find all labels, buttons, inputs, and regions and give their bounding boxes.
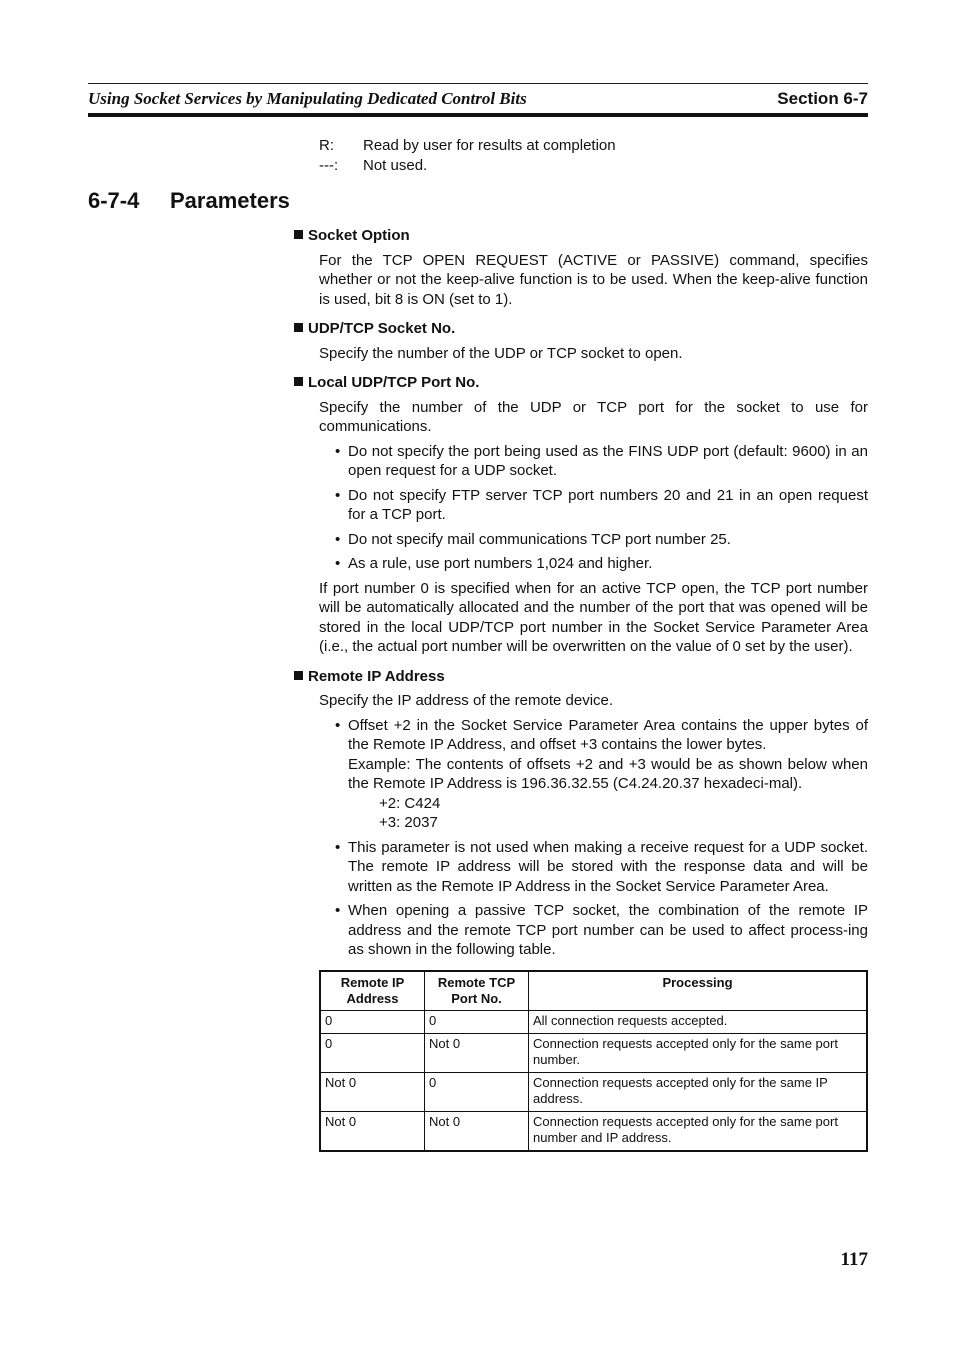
header-top-rule [88,83,868,84]
subheading-socket-no [294,319,868,339]
remote-ip-example: Example: The contents of offsets +2 and +3 would be as shown below when the Remote IP Address is 196.36.32.55 (C4.24.20.37 hexadeci-mal). [348,755,868,792]
table-row [320,1072,867,1111]
running-header-title: Using Socket Services by Manipulating Dedicated Control Bits [88,89,527,108]
list-item [319,716,868,833]
remote-ip-bullets [319,716,868,960]
table-cell: Connection requests accepted only for the same IP address. [529,1072,868,1111]
section-title: Parameters [170,188,290,213]
table-cell: All connection requests accepted. [529,1010,868,1033]
section-heading [88,188,290,214]
table-cell: Not 0 [425,1111,529,1151]
legend-text: Not used. [363,157,428,174]
list-item: • This parameter is not used when making a receive request for a UDP socket. The remote IP address will be stored with the response data and will be written as the Remote IP Address in the Socket Service Parameter Area. [319,838,868,897]
subheading-text: Local UDP/TCP Port No. [308,374,480,391]
subheading-socket-option [294,226,868,246]
table-cell: Not 0 [320,1111,425,1151]
legend-key: R: [319,137,334,154]
legend-text: Read by user for results at completion [363,137,616,154]
offset-3-value: +3: 2037 [379,814,438,831]
subheading-text: Socket Option [308,227,410,244]
local-port-bullets [319,442,868,574]
table-cell: Connection requests accepted only for the same port number and IP address. [529,1111,868,1151]
page-number: 117 [840,1249,868,1270]
square-bullet-icon [294,230,303,239]
subheading-text: Remote IP Address [308,667,445,685]
header-bottom-rule [88,113,868,117]
socket-no-text: Specify the number of the UDP or TCP socket to open. [319,344,683,362]
legend-row [319,156,616,176]
table-cell: 0 [320,1010,425,1033]
local-port-note: If port number 0 is specified when for an active TCP open, the TCP port number will be automatically allocated and the number of the port that was opened will be stored in the local UDP/TCP port number in the Socket Service Parameter Area (i.e., the actual port number will be overwritten on the value of 0 set by the user). [319,579,868,655]
subheading-text: UDP/TCP Socket No. [308,320,456,337]
table-cell: Not 0 [320,1072,425,1111]
access-legend [319,136,616,176]
column-header: Processing [529,971,868,1011]
legend-key: ---: [319,157,339,174]
list-item: • Do not specify mail communications TCP port number 25. [319,530,868,550]
square-bullet-icon [294,377,303,386]
offset-2-value: +2: C424 [379,794,441,812]
list-item: • Do not specify the port being used as the FINS UDP port (default: 9600) in an open request for a UDP socket. [319,442,868,481]
subheading-local-port [294,373,868,393]
column-header: Remote TCP Port No. [425,971,529,1011]
socket-option-text: For the TCP OPEN REQUEST (ACTIVE or PASSIVE) command, specifies whether or not the keep-alive function is to be used. When the keep-alive function is used, bit 8 is ON (set to 1). [319,251,868,308]
list-item: • Do not specify FTP server TCP port numbers 20 and 21 in an open request for a TCP port. [319,486,868,525]
table-row [320,1111,867,1151]
running-header-section: Section 6-7 [777,89,868,108]
table-row [320,1033,867,1072]
processing-table [319,970,868,1152]
square-bullet-icon [294,671,303,680]
table-cell: 0 [425,1010,529,1033]
section-number: 6-7-4 [88,188,140,213]
subheading-remote-ip [294,667,868,687]
table-cell: Connection requests accepted only for the same port number. [529,1033,868,1072]
list-item: • As a rule, use port numbers 1,024 and higher. [319,554,868,574]
legend-row [319,136,616,156]
table-cell: 0 [320,1033,425,1072]
remote-ip-intro: Specify the IP address of the remote device. [319,692,614,709]
square-bullet-icon [294,323,303,332]
table-cell: 0 [425,1072,529,1111]
table-cell: Not 0 [425,1033,529,1072]
local-port-intro: Specify the number of the UDP or TCP port for the socket to use for communications. [319,398,868,435]
remote-ip-offset-text: • Offset +2 in the Socket Service Parameter Area contains the upper bytes of the Remote IP Address, and offset +3 contains the lower bytes. [348,716,868,753]
list-item: • When opening a passive TCP socket, the combination of the remote IP address and the remote TCP port number can be used to affect process-ing as shown in the following table. [319,901,868,960]
page-body [294,226,868,1152]
table-header-row [320,971,867,1011]
column-header: Remote IP Address [320,971,425,1011]
table-row [320,1010,867,1033]
